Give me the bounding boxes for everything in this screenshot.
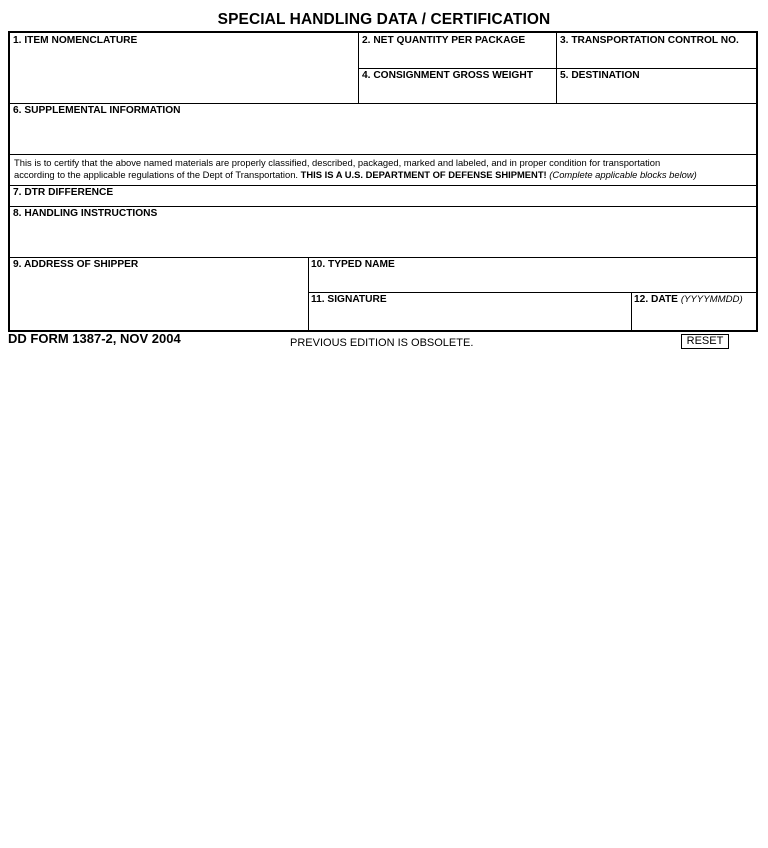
block-dtr-difference xyxy=(10,185,756,206)
handling-form xyxy=(8,31,758,332)
certification-note: (Complete applicable blocks below) xyxy=(549,169,697,180)
block-date xyxy=(631,292,756,330)
certification-line-1: This is to certify that the above named materials are properly classified, described, packaged, marked and labeled, and in proper condition for transportation xyxy=(14,157,661,168)
handling-instructions-label: 8. HANDLING INSTRUCTIONS xyxy=(13,208,158,219)
block-transportation-control xyxy=(557,33,756,68)
certification-emphasis: THIS IS A U.S. DEPARTMENT OF DEFENSE SHIPMENT! xyxy=(300,169,547,180)
certification-statement xyxy=(14,157,754,181)
edition-note: PREVIOUS EDITION IS OBSOLETE. xyxy=(290,337,474,349)
date-label xyxy=(634,294,743,305)
date-label-text: 12. DATE xyxy=(634,294,678,305)
signature-field[interactable] xyxy=(310,308,629,328)
divider xyxy=(10,257,756,258)
form-identifier: DD FORM 1387-2, NOV 2004 xyxy=(8,331,181,346)
dtr-difference-field[interactable] xyxy=(120,187,754,204)
block-supplemental-info xyxy=(10,103,756,154)
certification-line-2: according to the applicable regulations of the Dept of Transportation. xyxy=(14,169,299,180)
block-address-of-shipper xyxy=(10,257,308,330)
divider xyxy=(10,154,756,155)
divider xyxy=(10,103,756,104)
net-quantity-label: 2. NET QUANTITY PER PACKAGE xyxy=(362,35,526,46)
divider xyxy=(358,68,756,69)
item-nomenclature-label: 1. ITEM NOMENCLATURE xyxy=(13,35,138,46)
block-net-quantity xyxy=(359,33,557,68)
gross-weight-label: 4. CONSIGNMENT GROSS WEIGHT xyxy=(362,70,533,81)
signature-label: 11. SIGNATURE xyxy=(311,294,387,305)
block-destination xyxy=(557,68,756,103)
block-handling-instructions xyxy=(10,206,756,257)
destination-label: 5. DESTINATION xyxy=(560,70,640,81)
destination-field[interactable] xyxy=(559,84,754,101)
form-title: SPECIAL HANDLING DATA / CERTIFICATION xyxy=(217,11,551,28)
divider xyxy=(631,292,632,330)
block-typed-name xyxy=(308,257,756,292)
dtr-difference-label: 7. DTR DIFFERENCE xyxy=(13,187,114,198)
transportation-control-field[interactable] xyxy=(559,49,754,66)
address-of-shipper-field[interactable] xyxy=(12,273,306,328)
transportation-control-label: 3. TRANSPORTATION CONTROL NO. xyxy=(560,35,739,46)
divider xyxy=(10,206,756,207)
date-format-hint: (YYYYMMDD) xyxy=(680,294,743,305)
block-signature xyxy=(308,292,631,330)
divider xyxy=(308,257,309,330)
supplemental-info-field[interactable] xyxy=(12,119,754,152)
divider xyxy=(308,292,756,293)
address-of-shipper-label: 9. ADDRESS OF SHIPPER xyxy=(13,259,139,270)
typed-name-field[interactable] xyxy=(310,273,754,290)
date-field[interactable] xyxy=(633,308,754,328)
item-nomenclature-field[interactable] xyxy=(12,49,357,101)
supplemental-info-label: 6. SUPPLEMENTAL INFORMATION xyxy=(13,105,181,116)
block-gross-weight xyxy=(359,68,557,103)
block-item-nomenclature xyxy=(10,33,359,103)
gross-weight-field[interactable] xyxy=(361,84,555,101)
divider xyxy=(10,185,756,186)
typed-name-label: 10. TYPED NAME xyxy=(311,259,395,270)
net-quantity-field[interactable] xyxy=(361,49,555,66)
handling-instructions-field[interactable] xyxy=(12,222,754,255)
reset-button[interactable]: RESET xyxy=(681,334,729,349)
